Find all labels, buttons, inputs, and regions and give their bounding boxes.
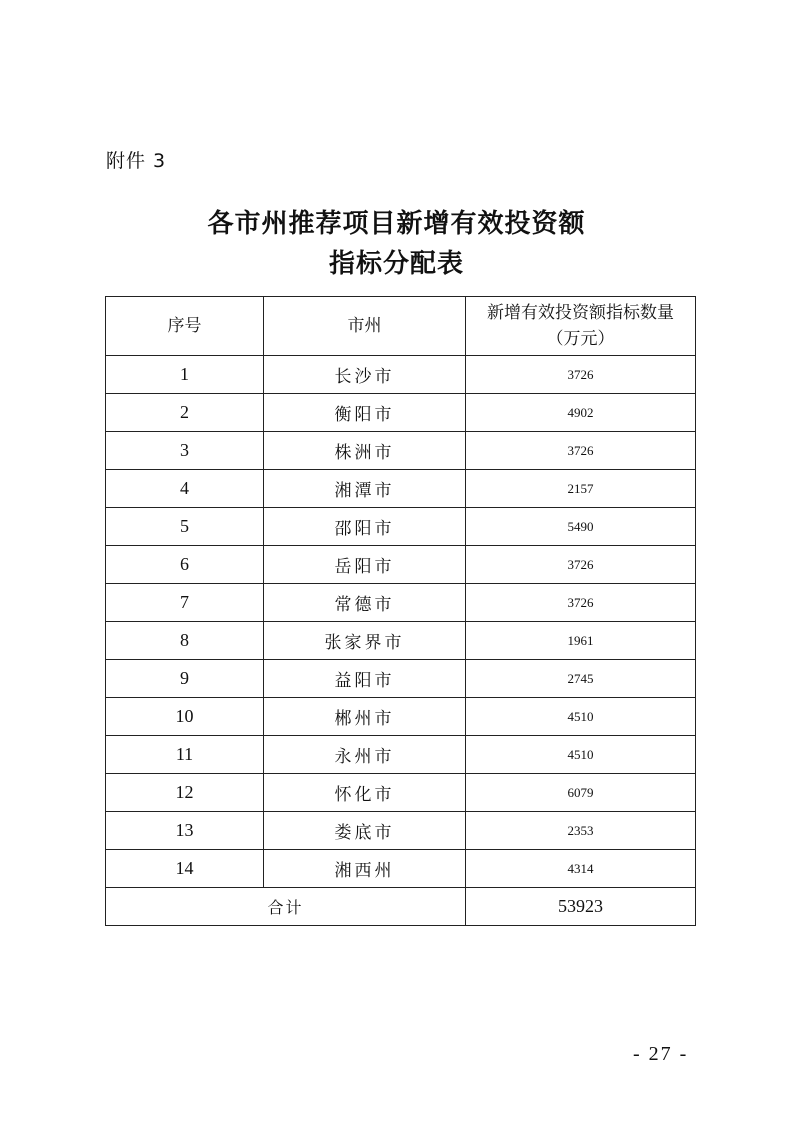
row-index: 2: [106, 394, 264, 432]
table-row: [106, 584, 696, 622]
row-city: 长沙市: [264, 356, 466, 394]
total-value: 53923: [466, 888, 696, 926]
row-index: 12: [106, 774, 264, 812]
row-city: 永州市: [264, 736, 466, 774]
row-quota: 3726: [466, 584, 696, 622]
allocation-table: [105, 296, 696, 926]
row-quota: 1961: [466, 622, 696, 660]
row-city: 株洲市: [264, 432, 466, 470]
row-index: 11: [106, 736, 264, 774]
row-quota: 6079: [466, 774, 696, 812]
table-row: [106, 774, 696, 812]
table-row: [106, 850, 696, 888]
table-row: [106, 470, 696, 508]
row-quota: 4902: [466, 394, 696, 432]
row-quota: 2157: [466, 470, 696, 508]
document-title-line-2: 指标分配表: [328, 249, 464, 279]
row-city: 张家界市: [264, 622, 466, 660]
header-quota: [466, 297, 696, 356]
row-quota: 3726: [466, 432, 696, 470]
row-index: 4: [106, 470, 264, 508]
row-index: 3: [106, 432, 264, 470]
row-city: 益阳市: [264, 660, 466, 698]
row-city: 怀化市: [264, 774, 466, 812]
row-city: 邵阳市: [264, 508, 466, 546]
table-row: [106, 698, 696, 736]
row-quota: 4314: [466, 850, 696, 888]
table-row: [106, 660, 696, 698]
row-city: 湘西州: [264, 850, 466, 888]
row-quota: 5490: [466, 508, 696, 546]
table-row: [106, 508, 696, 546]
table-row: [106, 812, 696, 850]
row-index: 10: [106, 698, 264, 736]
row-index: 5: [106, 508, 264, 546]
row-index: 6: [106, 546, 264, 584]
row-quota: 3726: [466, 356, 696, 394]
total-label: 合计: [106, 888, 466, 926]
header-quota-line-2: （万元）: [546, 329, 615, 349]
row-index: 9: [106, 660, 264, 698]
row-index: 8: [106, 622, 264, 660]
table-row: [106, 622, 696, 660]
table-row: [106, 394, 696, 432]
attachment-label: 附件 3: [106, 150, 167, 172]
row-city: 郴州市: [264, 698, 466, 736]
row-quota: 2745: [466, 660, 696, 698]
row-quota: 4510: [466, 736, 696, 774]
table-total-row: [106, 888, 696, 926]
header-quota-line-1: 新增有效投资额指标数量: [487, 303, 674, 323]
row-city: 娄底市: [264, 812, 466, 850]
header-city: 市州: [264, 297, 466, 356]
table-row: [106, 356, 696, 394]
header-index: 序号: [106, 297, 264, 356]
row-quota: 2353: [466, 812, 696, 850]
table-row: [106, 432, 696, 470]
row-index: 14: [106, 850, 264, 888]
row-city: 湘潭市: [264, 470, 466, 508]
row-city: 岳阳市: [264, 546, 466, 584]
row-index: 1: [106, 356, 264, 394]
row-index: 7: [106, 584, 264, 622]
table-row: [106, 546, 696, 584]
row-quota: 4510: [466, 698, 696, 736]
row-quota: 3726: [466, 546, 696, 584]
table-header-row: [106, 297, 696, 356]
row-city: 衡阳市: [264, 394, 466, 432]
document-title-line-1: 各市州推荐项目新增有效投资额: [207, 209, 586, 239]
row-city: 常德市: [264, 584, 466, 622]
row-index: 13: [106, 812, 264, 850]
page-number: - 27 -: [633, 1043, 689, 1065]
table-row: [106, 736, 696, 774]
